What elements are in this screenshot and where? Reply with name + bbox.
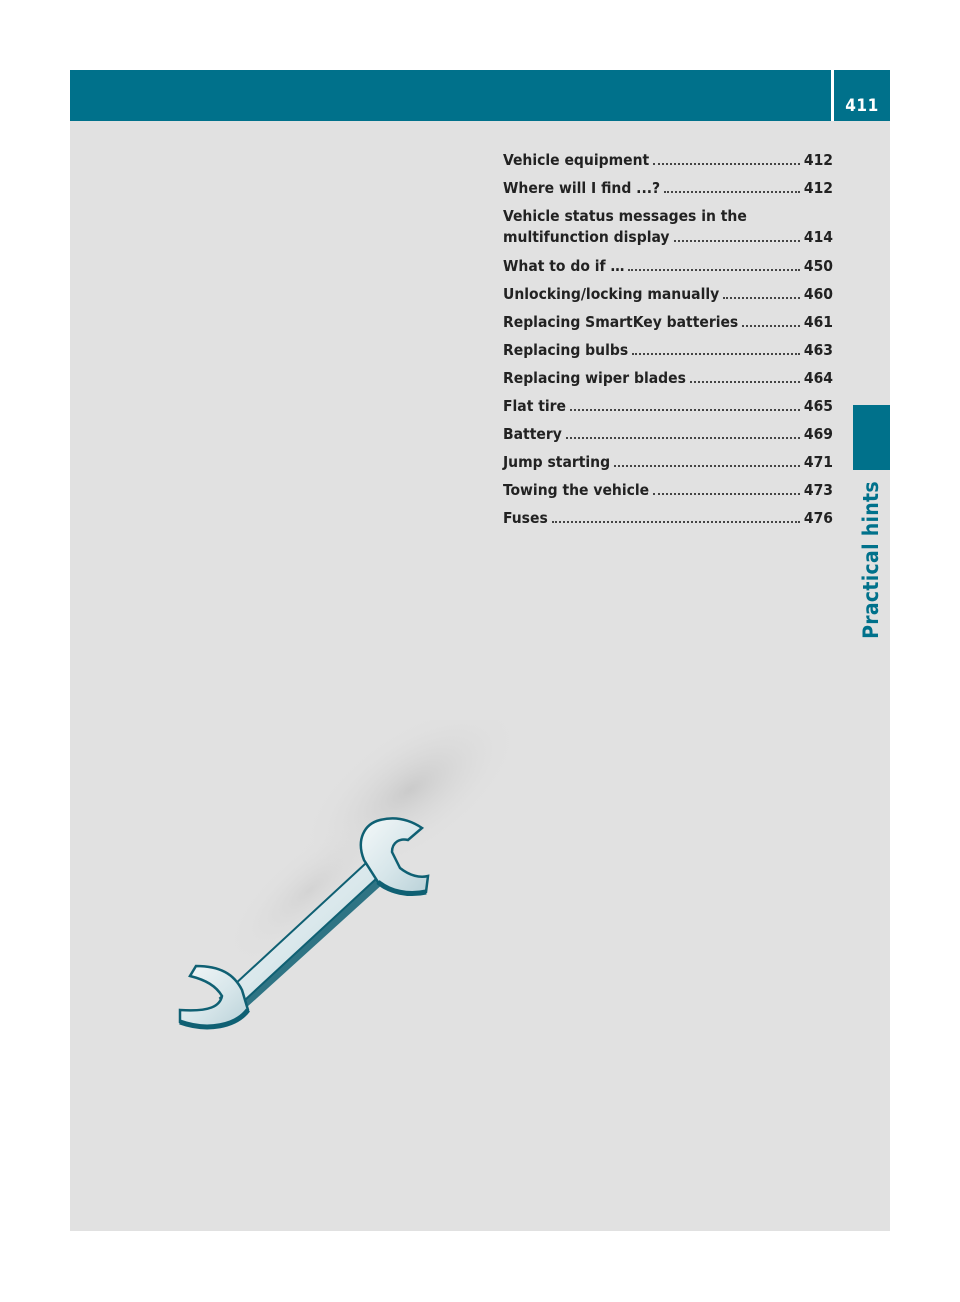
toc-entry-replacing-smartkey-batteries[interactable] bbox=[503, 312, 833, 332]
toc-leader bbox=[674, 240, 800, 242]
section-tab bbox=[853, 405, 890, 470]
toc-leader bbox=[552, 521, 800, 523]
toc-page: 476 bbox=[803, 509, 833, 527]
toc-entry-flat-tire[interactable] bbox=[503, 396, 833, 416]
toc-title: Flat tire bbox=[503, 397, 567, 415]
toc-page: 471 bbox=[803, 453, 833, 471]
toc-title: Jump starting bbox=[503, 453, 611, 471]
toc-title: Replacing bulbs bbox=[503, 341, 629, 359]
toc-entry-unlocking-locking-manually[interactable] bbox=[503, 284, 833, 304]
toc-title: Vehicle equipment bbox=[503, 151, 650, 169]
toc-title: What to do if … bbox=[503, 257, 625, 275]
toc-entry-battery[interactable] bbox=[503, 424, 833, 444]
toc-page: 469 bbox=[803, 425, 833, 443]
toc-leader bbox=[614, 465, 800, 467]
toc-leader bbox=[570, 409, 800, 411]
toc-entry-replacing-bulbs[interactable] bbox=[503, 340, 833, 360]
toc-leader bbox=[723, 297, 800, 299]
toc-page: 450 bbox=[803, 257, 833, 275]
toc-title: Vehicle status messages in the bbox=[503, 207, 747, 225]
toc-entry-towing-the-vehicle[interactable] bbox=[503, 480, 833, 500]
toc-title: Where will I find ...? bbox=[503, 179, 661, 197]
toc-leader bbox=[653, 493, 800, 495]
toc-leader bbox=[628, 269, 799, 271]
toc-page: 463 bbox=[803, 341, 833, 359]
toc-leader bbox=[566, 437, 800, 439]
toc-entry-where-will-i-find[interactable] bbox=[503, 178, 833, 198]
toc-title: Unlocking/locking manually bbox=[503, 285, 720, 303]
toc-title-line2: multifunction display bbox=[503, 228, 670, 246]
wrench-icon bbox=[160, 720, 540, 1040]
toc-title: Replacing SmartKey batteries bbox=[503, 313, 739, 331]
table-of-contents bbox=[503, 150, 833, 536]
toc-leader bbox=[653, 163, 800, 165]
toc-leader bbox=[742, 325, 800, 327]
toc-page: 473 bbox=[803, 481, 833, 499]
toc-page: 461 bbox=[803, 313, 833, 331]
toc-entry-vehicle-status-messages[interactable] bbox=[503, 206, 833, 248]
toc-entry-replacing-wiper-blades[interactable] bbox=[503, 368, 833, 388]
toc-title: Replacing wiper blades bbox=[503, 369, 686, 387]
toc-title: Towing the vehicle bbox=[503, 481, 650, 499]
toc-entry-vehicle-equipment[interactable] bbox=[503, 150, 833, 170]
toc-page: 460 bbox=[803, 285, 833, 303]
toc-page: 412 bbox=[803, 179, 833, 197]
toc-title: Fuses bbox=[503, 509, 548, 527]
toc-page: 412 bbox=[803, 151, 833, 169]
toc-leader bbox=[690, 381, 800, 383]
toc-leader bbox=[632, 353, 800, 355]
toc-entry-jump-starting[interactable] bbox=[503, 452, 833, 472]
page-number: 411 bbox=[845, 96, 879, 116]
toc-title: Battery bbox=[503, 425, 562, 443]
toc-entry-what-to-do-if[interactable] bbox=[503, 256, 833, 276]
header-band bbox=[70, 70, 831, 121]
toc-page: 465 bbox=[803, 397, 833, 415]
toc-page: 464 bbox=[803, 369, 833, 387]
toc-leader bbox=[664, 191, 800, 193]
section-label: Practical hints bbox=[859, 481, 883, 639]
toc-entry-fuses[interactable] bbox=[503, 508, 833, 528]
toc-page: 414 bbox=[803, 228, 833, 246]
